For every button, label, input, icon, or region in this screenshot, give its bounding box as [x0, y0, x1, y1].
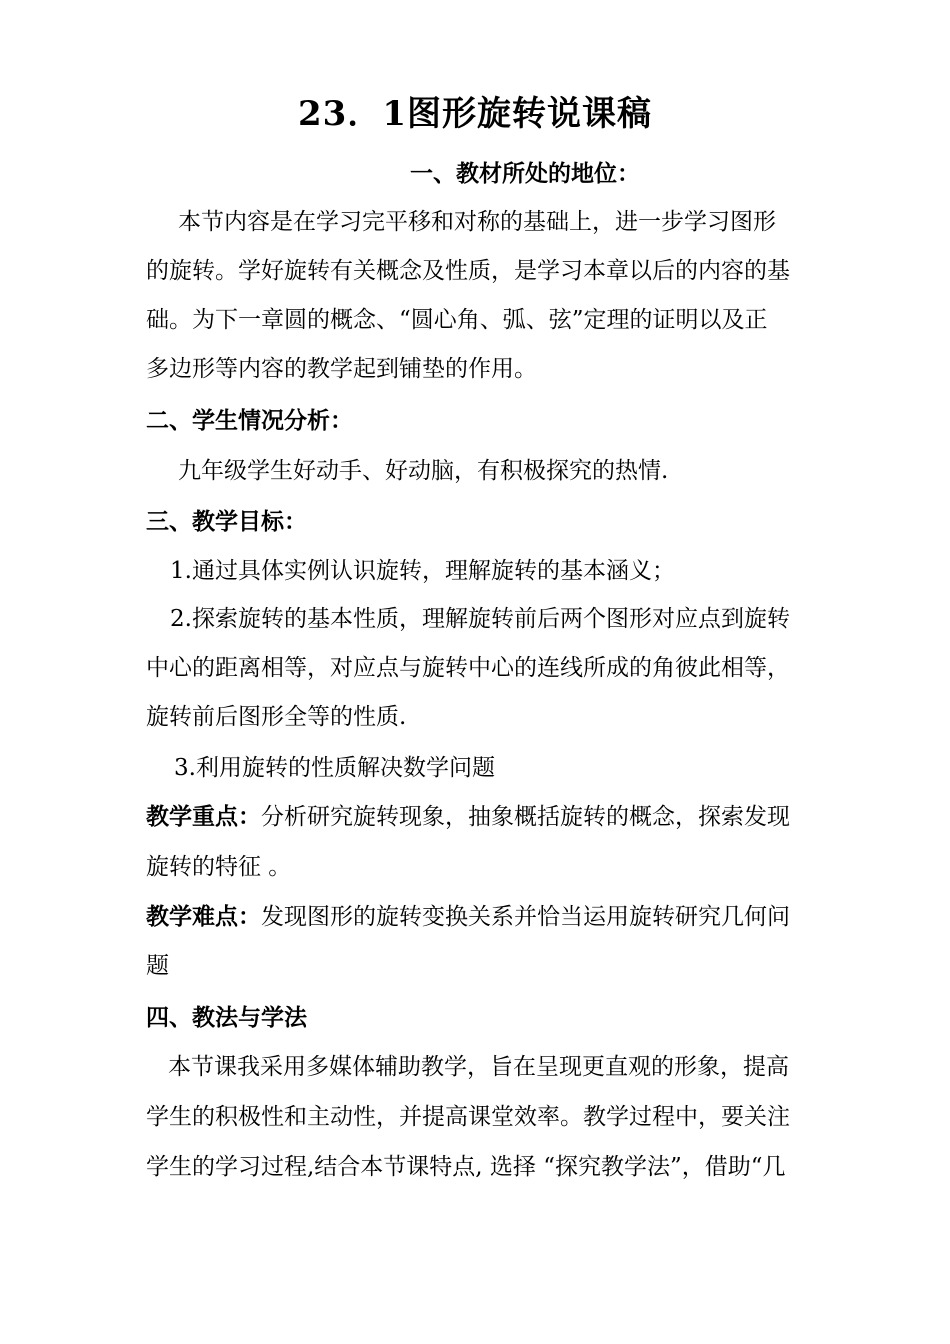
section1-heading: 一、教材所处的地位： [410, 160, 640, 187]
section1-line: 础。为下一章圆的概念、“圆心角、弧、弦”定理的证明以及正 [146, 307, 768, 333]
section3-heading: 三、教学目标： [146, 508, 307, 535]
section1-line: 多边形等内容的教学起到铺垫的作用。 [146, 356, 537, 382]
objective-item: 2.探索旋转的基本性质，理解旋转前后两个图形对应点到旋转 [170, 606, 790, 632]
section2-heading: 二、学生情况分析： [146, 407, 353, 434]
section4-line: 学生的积极性和主动性，并提高课堂效率。教学过程中，要关注 [146, 1104, 790, 1130]
section4-heading: 四、教法与学法 [146, 1004, 307, 1031]
document-title: 23．1图形旋转说课稿 [298, 94, 652, 134]
objective-item: 1.通过具体实例认识旋转，理解旋转的基本涵义； [170, 558, 675, 584]
difficult-point-line [146, 901, 790, 933]
section2-line: 九年级学生好动手、好动脑，有积极探究的热情. [178, 458, 669, 484]
section4-line: 本节课我采用多媒体辅助教学，旨在呈现更直观的形象，提高 [168, 1054, 789, 1080]
section1-line: 本节内容是在学习完平移和对称的基础上，进一步学习图形 [178, 209, 776, 235]
objective-item-continued: 中心的距离相等，对应点与旋转中心的连线所成的角彼此相等， [146, 655, 790, 681]
difficult-point-continued: 题 [146, 953, 169, 979]
section4-line: 学生的学习过程,结合本节课特点, 选择 “探究教学法”，借助“几 [146, 1154, 786, 1180]
objective-item: 3.利用旋转的性质解决数学问题 [174, 755, 495, 781]
section1-line: 的旋转。学好旋转有关概念及性质，是学习本章以后的内容的基 [146, 258, 790, 284]
key-point-continued: 旋转的特征 。 [146, 854, 292, 880]
key-point-line [146, 801, 790, 833]
key-point-text: 分析研究旋转现象，抽象概括旋转的概念，探索发现 [261, 804, 790, 830]
difficult-point-label: 教学难点： [146, 903, 261, 930]
key-point-label: 教学重点： [146, 803, 261, 830]
difficult-point-text: 发现图形的旋转变换关系并恰当运用旋转研究几何问 [261, 904, 790, 930]
objective-item-continued: 旋转前后图形全等的性质. [146, 704, 407, 730]
